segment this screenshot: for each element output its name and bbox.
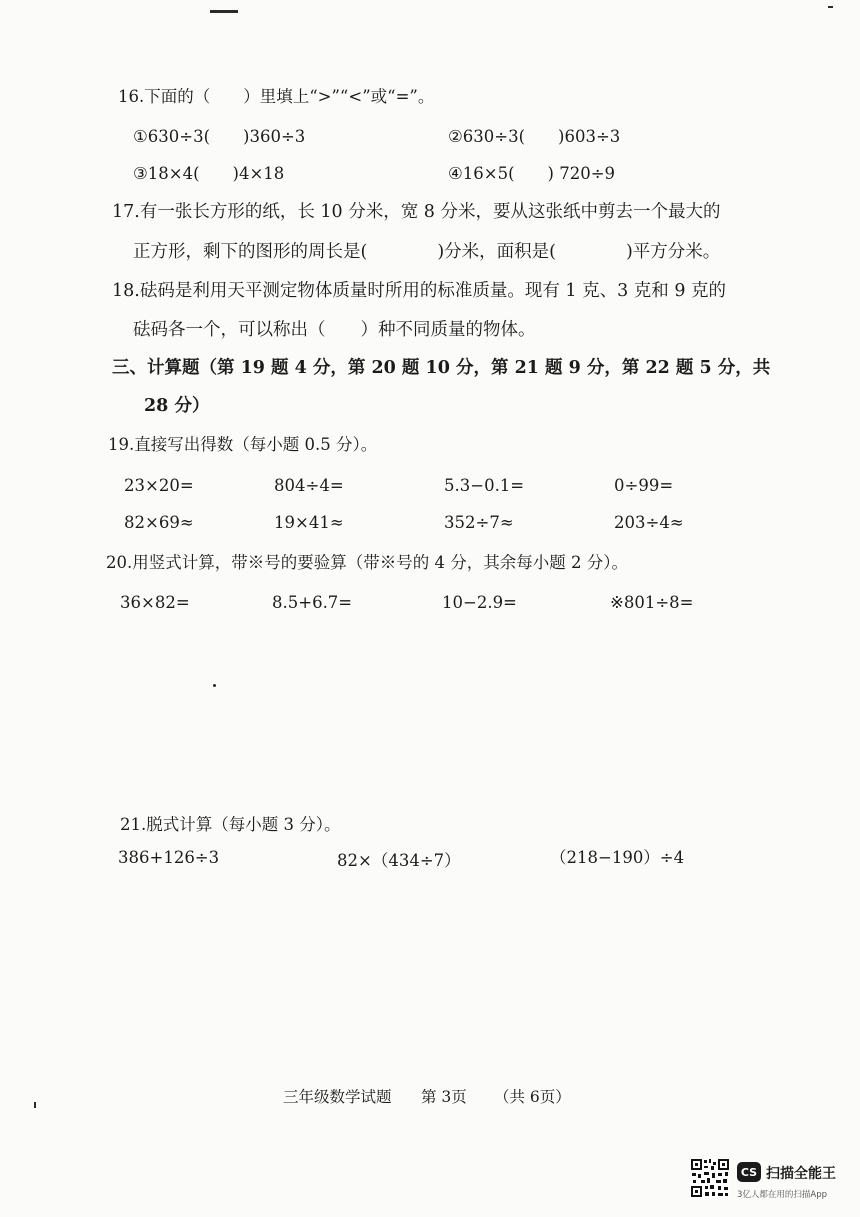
q18-line-1: 18.砝码是利用天平测定物体质量时所用的标准质量。现有 1 克、3 克和 9 克的 xyxy=(112,281,727,301)
q17-line-2: 正方形，剩下的图形的周长是( )分米，面积是( )平方分米。 xyxy=(133,242,721,262)
q20-stem: 20.用竖式计算，带※号的要验算（带※号的 4 分，其余每小题 2 分）。 xyxy=(106,553,628,572)
q21-item-2: 82×（434÷7） xyxy=(337,851,461,870)
q21-item-1: 386+126÷3 xyxy=(118,848,220,867)
q20-item-2: 8.5+6.7= xyxy=(272,593,353,612)
q19-r1-c3: 5.3−0.1= xyxy=(444,476,525,495)
q16-item-3: ③18×4( )4×18 xyxy=(133,164,285,183)
q19-r1-c2: 804÷4= xyxy=(274,476,344,495)
qr-code-icon xyxy=(690,1158,730,1198)
q16-item-2: ②630÷3( )603÷3 xyxy=(448,127,621,146)
footer-page: 第 3页 xyxy=(421,1088,467,1106)
q20-item-3: 10−2.9= xyxy=(442,593,517,612)
scanner-brand: 扫描全能王 xyxy=(766,1166,836,1182)
scanner-slogan: 3亿人都在用的扫描App xyxy=(737,1190,828,1200)
scan-speck xyxy=(213,684,216,687)
footer-total: （共 6页） xyxy=(494,1088,571,1106)
q16-item-4: ④16×5( ) 720÷9 xyxy=(448,164,616,183)
q17-line-1: 17.有一张长方形的纸，长 10 分米，宽 8 分米，要从这张纸中剪去一个最大的 xyxy=(112,202,721,222)
scan-mark-top xyxy=(210,10,238,13)
q19-r1-c1: 23×20= xyxy=(124,476,194,495)
q16-stem: 16.下面的（ ）里填上“>”“<”或“=”。 xyxy=(118,87,435,106)
q19-r2-c3: 352÷7≈ xyxy=(444,513,514,532)
footer-title: 三年级数学试题 xyxy=(283,1088,392,1106)
q19-r2-c1: 82×69≈ xyxy=(124,513,194,532)
q21-stem: 21.脱式计算（每小题 3 分）。 xyxy=(120,815,341,834)
q19-r2-c2: 19×41≈ xyxy=(274,513,344,532)
q20-item-1: 36×82= xyxy=(120,593,190,612)
q21-item-3: （218−190）÷4 xyxy=(550,848,685,867)
cs-logo-icon: CS xyxy=(737,1162,761,1182)
q19-stem: 19.直接写出得数（每小题 0.5 分）。 xyxy=(108,435,378,454)
section-3-heading-cont: 28 分） xyxy=(144,396,210,416)
scan-mark-corner xyxy=(828,6,833,8)
q19-r1-c4: 0÷99= xyxy=(614,476,674,495)
section-3-heading: 三、计算题（第 19 题 4 分，第 20 题 10 分，第 21 题 9 分，第 22 题 5 分，共 xyxy=(112,358,771,378)
q18-line-2: 砝码各一个，可以称出（ ）种不同质量的物体。 xyxy=(133,320,536,340)
scan-dot-left xyxy=(34,1102,36,1108)
q19-r2-c4: 203÷4≈ xyxy=(614,513,684,532)
q16-item-1: ①630÷3( )360÷3 xyxy=(133,127,306,146)
q20-item-4: ※801÷8= xyxy=(610,593,694,612)
